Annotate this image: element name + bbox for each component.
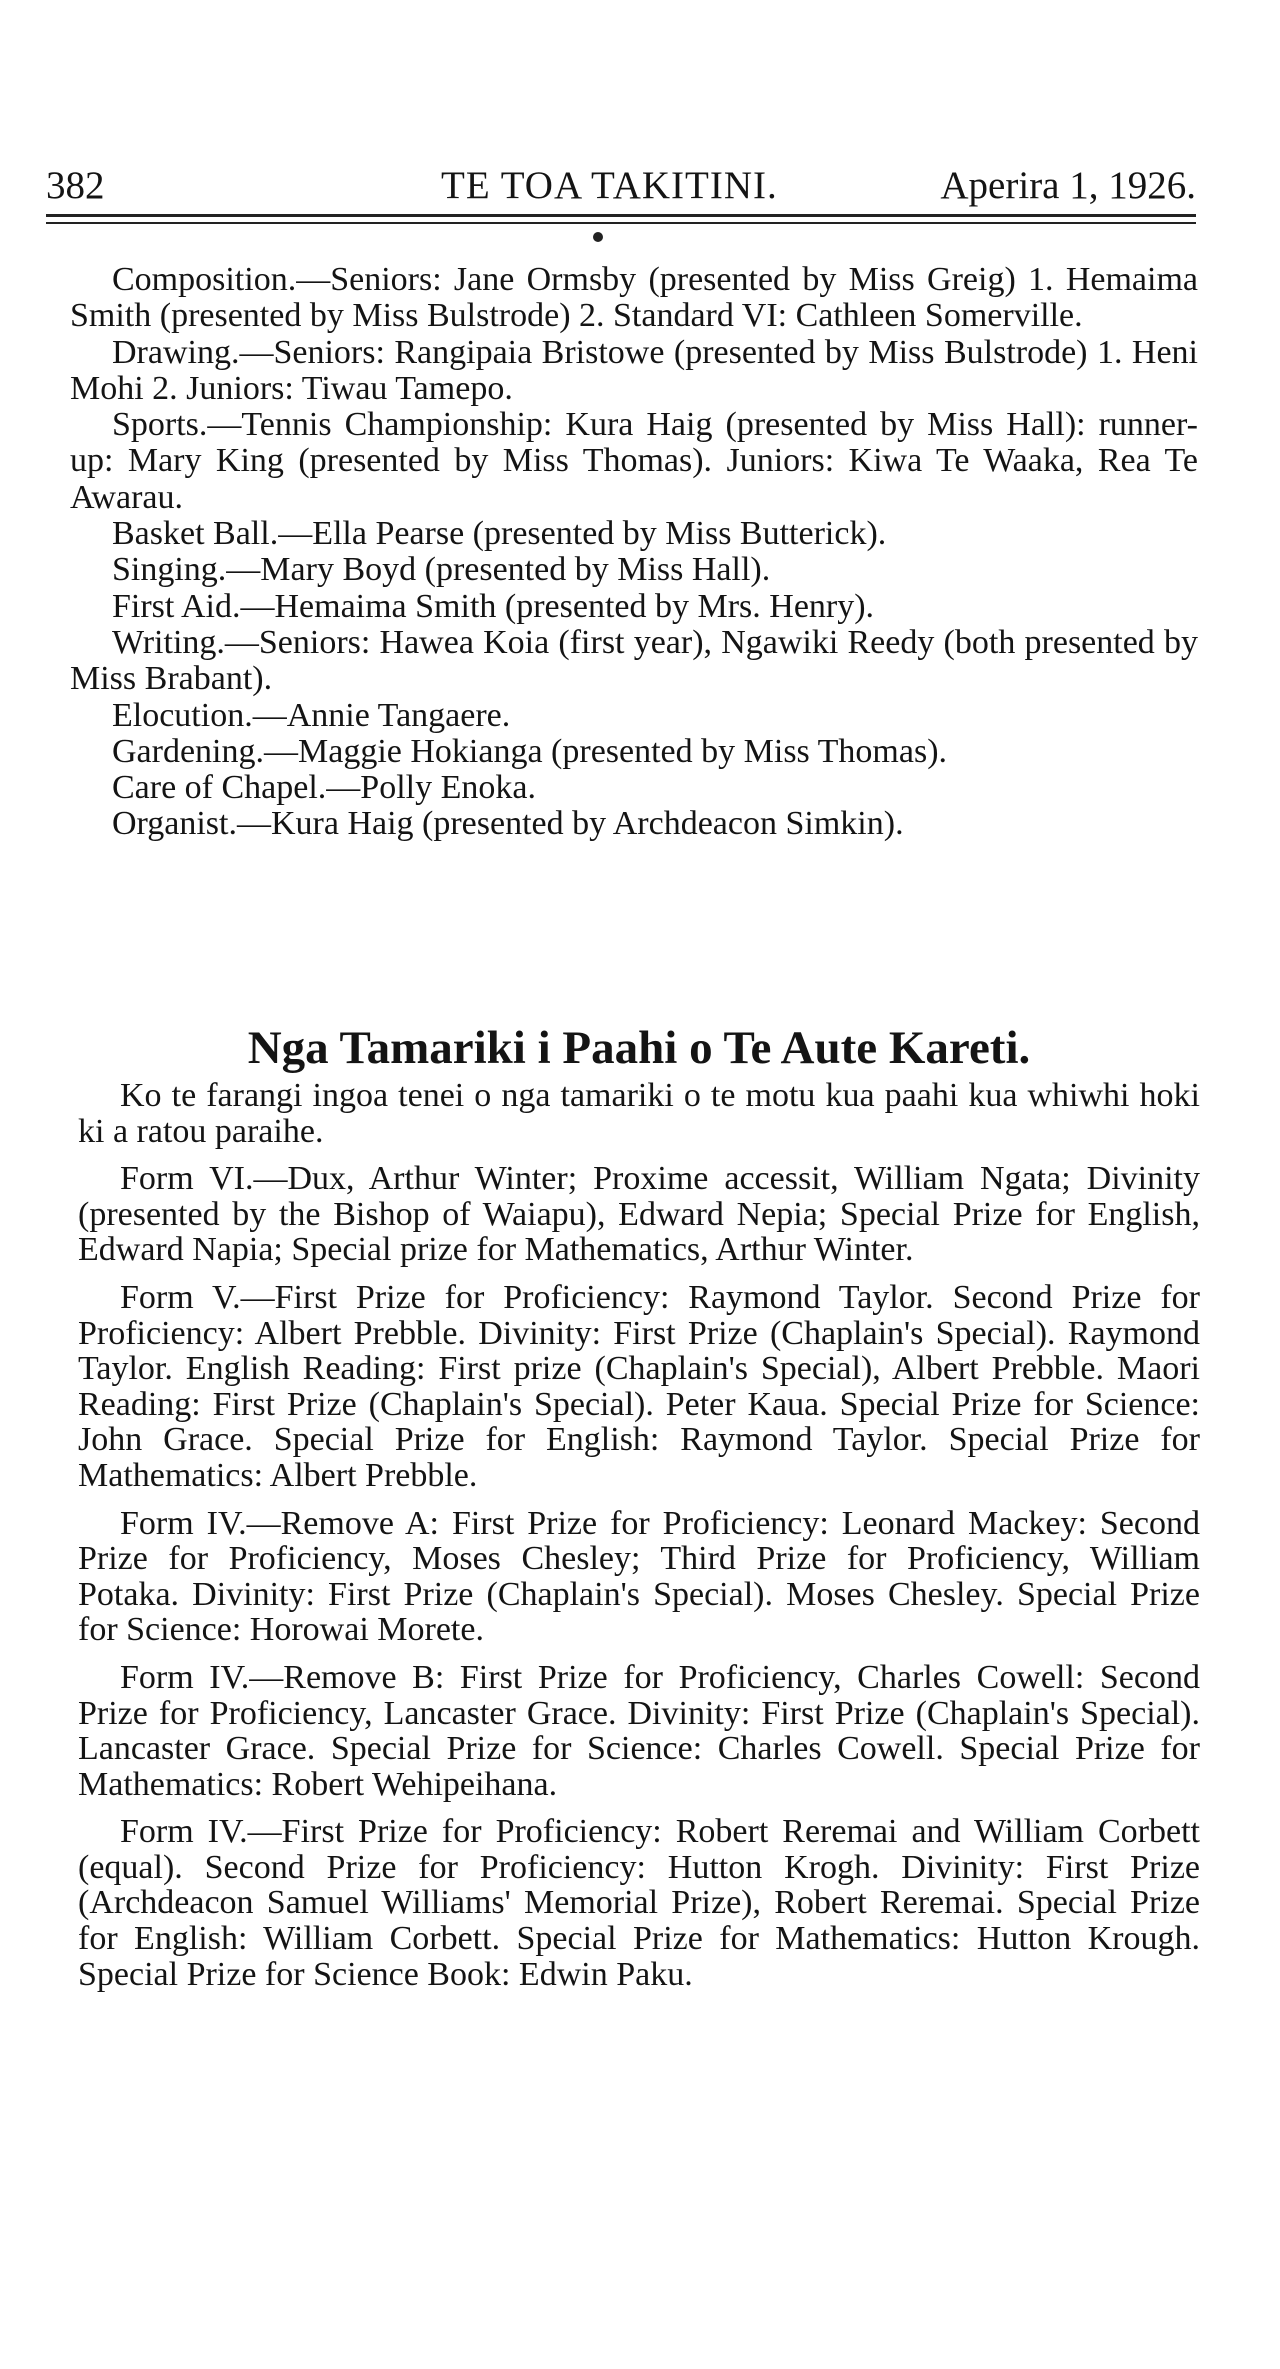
- header-rule-top: [46, 214, 1196, 217]
- prize-entry-first-aid: First Aid.—Hemaima Smith (presented by Mrs. Henry).: [112, 587, 875, 625]
- prize-entry-sports: Sports.—Tennis Championship: Kura Haig (presented by Miss Hall): runner-up: Mary King (presented by Miss Thomas). Juniors: Kiwa Te Waaka, Rea Te Awarau.: [70, 406, 1198, 516]
- form-v-paragraph: Form V.—First Prize for Proficiency: Raymond Taylor. Second Prize for Proficiency: Albert Prebble. Divinity: First Prize (Chaplain's Special). Raymond Taylor. English Reading: First prize (Chaplain's Special), Albert Prebble. Maori Reading: First Prize (Chaplain's Special). Peter Kaua. Special Prize for Science: John Grace. Special Prize for English: Raymond Taylor. Special Prize for Mathematics: Albert Prebble.: [78, 1278, 1200, 1494]
- publication-title: TE TOA TAKITINI.: [441, 164, 778, 207]
- prize-entry-basket-ball: Basket Ball.—Ella Pearse (presented by Miss Butterick).: [112, 515, 887, 553]
- prize-entry-composition: Composition.—Seniors: Jane Ormsby (presented by Miss Greig) 1. Hemaima Smith (presented by Miss Bulstrode) 2. Standard VI: Cathleen Somerville.: [70, 261, 1198, 335]
- form-iv-paragraph: Form IV.—First Prize for Proficiency: Robert Reremai and William Corbett (equal). Second Prize for Proficiency: Hutton Krogh. Divinity: First Prize (Archdeacon Samuel Williams' Memorial Prize), Robert Reremai. Special Prize for English: William Corbett. Special Prize for Mathematics: Hutton Krough. Special Prize for Science Book: Edwin Paku.: [78, 1813, 1200, 1993]
- prize-list: [70, 262, 1198, 843]
- prize-entry-organist: Organist.—Kura Haig (presented by Archdeacon Simkin).: [112, 805, 904, 843]
- issue-date: Aperira 1, 1926.: [940, 164, 1196, 207]
- prize-entry-singing: Singing.—Mary Boyd (presented by Miss Hall).: [112, 551, 771, 589]
- running-header: [46, 158, 1196, 214]
- prize-entry-drawing: Drawing.—Seniors: Rangipaia Bristowe (presented by Miss Bulstrode) 1. Heni Mohi 2. Juniors: Tiwau Tamepo.: [70, 333, 1198, 407]
- header-rule-bottom: [46, 222, 1196, 224]
- form-iv-remove-a-paragraph: Form IV.—Remove A: First Prize for Proficiency: Leonard Mackey: Second Prize for Proficiency, Moses Chesley; Third Prize for Proficiency, William Potaka. Divinity: First Prize (Chaplain's Special). Moses Chesley. Special Prize for Science: Horowai Morete.: [78, 1504, 1200, 1649]
- article-intro: Ko te farangi ingoa tenei o nga tamariki o te motu kua paahi kua whiwhi hoki ki a ratou paraihe.: [78, 1077, 1200, 1150]
- prize-entry-elocution: Elocution.—Annie Tangaere.: [112, 696, 511, 734]
- article-heading: Nga Tamariki i Paahi o Te Aute Kareti.: [247, 1022, 1031, 1074]
- prize-entry-gardening: Gardening.—Maggie Hokianga (presented by Miss Thomas).: [112, 732, 948, 770]
- form-vi-paragraph: Form VI.—Dux, Arthur Winter; Proxime accessit, William Ngata; Divinity (presented by the Bishop of Waiapu), Edward Nepia; Special Prize for English, Edward Napia; Special prize for Mathematics, Arthur Winter.: [78, 1160, 1200, 1269]
- prize-entry-care-of-chapel: Care of Chapel.—Polly Enoka.: [112, 769, 536, 807]
- page-number: 382: [46, 164, 105, 207]
- form-iv-remove-b-paragraph: Form IV.—Remove B: First Prize for Proficiency, Charles Cowell: Second Prize for Proficiency, Lancaster Grace. Divinity: First Prize (Chaplain's Special). Lancaster Grace. Special Prize for Science: Charles Cowell. Special Prize for Mathematics: Robert Wehipeihana.: [78, 1658, 1200, 1803]
- ornament-dot: [593, 232, 603, 242]
- prize-entry-writing: Writing.—Seniors: Hawea Koia (first year), Ngawiki Reedy (both presented by Miss Brabant).: [70, 623, 1198, 698]
- article: [78, 1018, 1200, 2004]
